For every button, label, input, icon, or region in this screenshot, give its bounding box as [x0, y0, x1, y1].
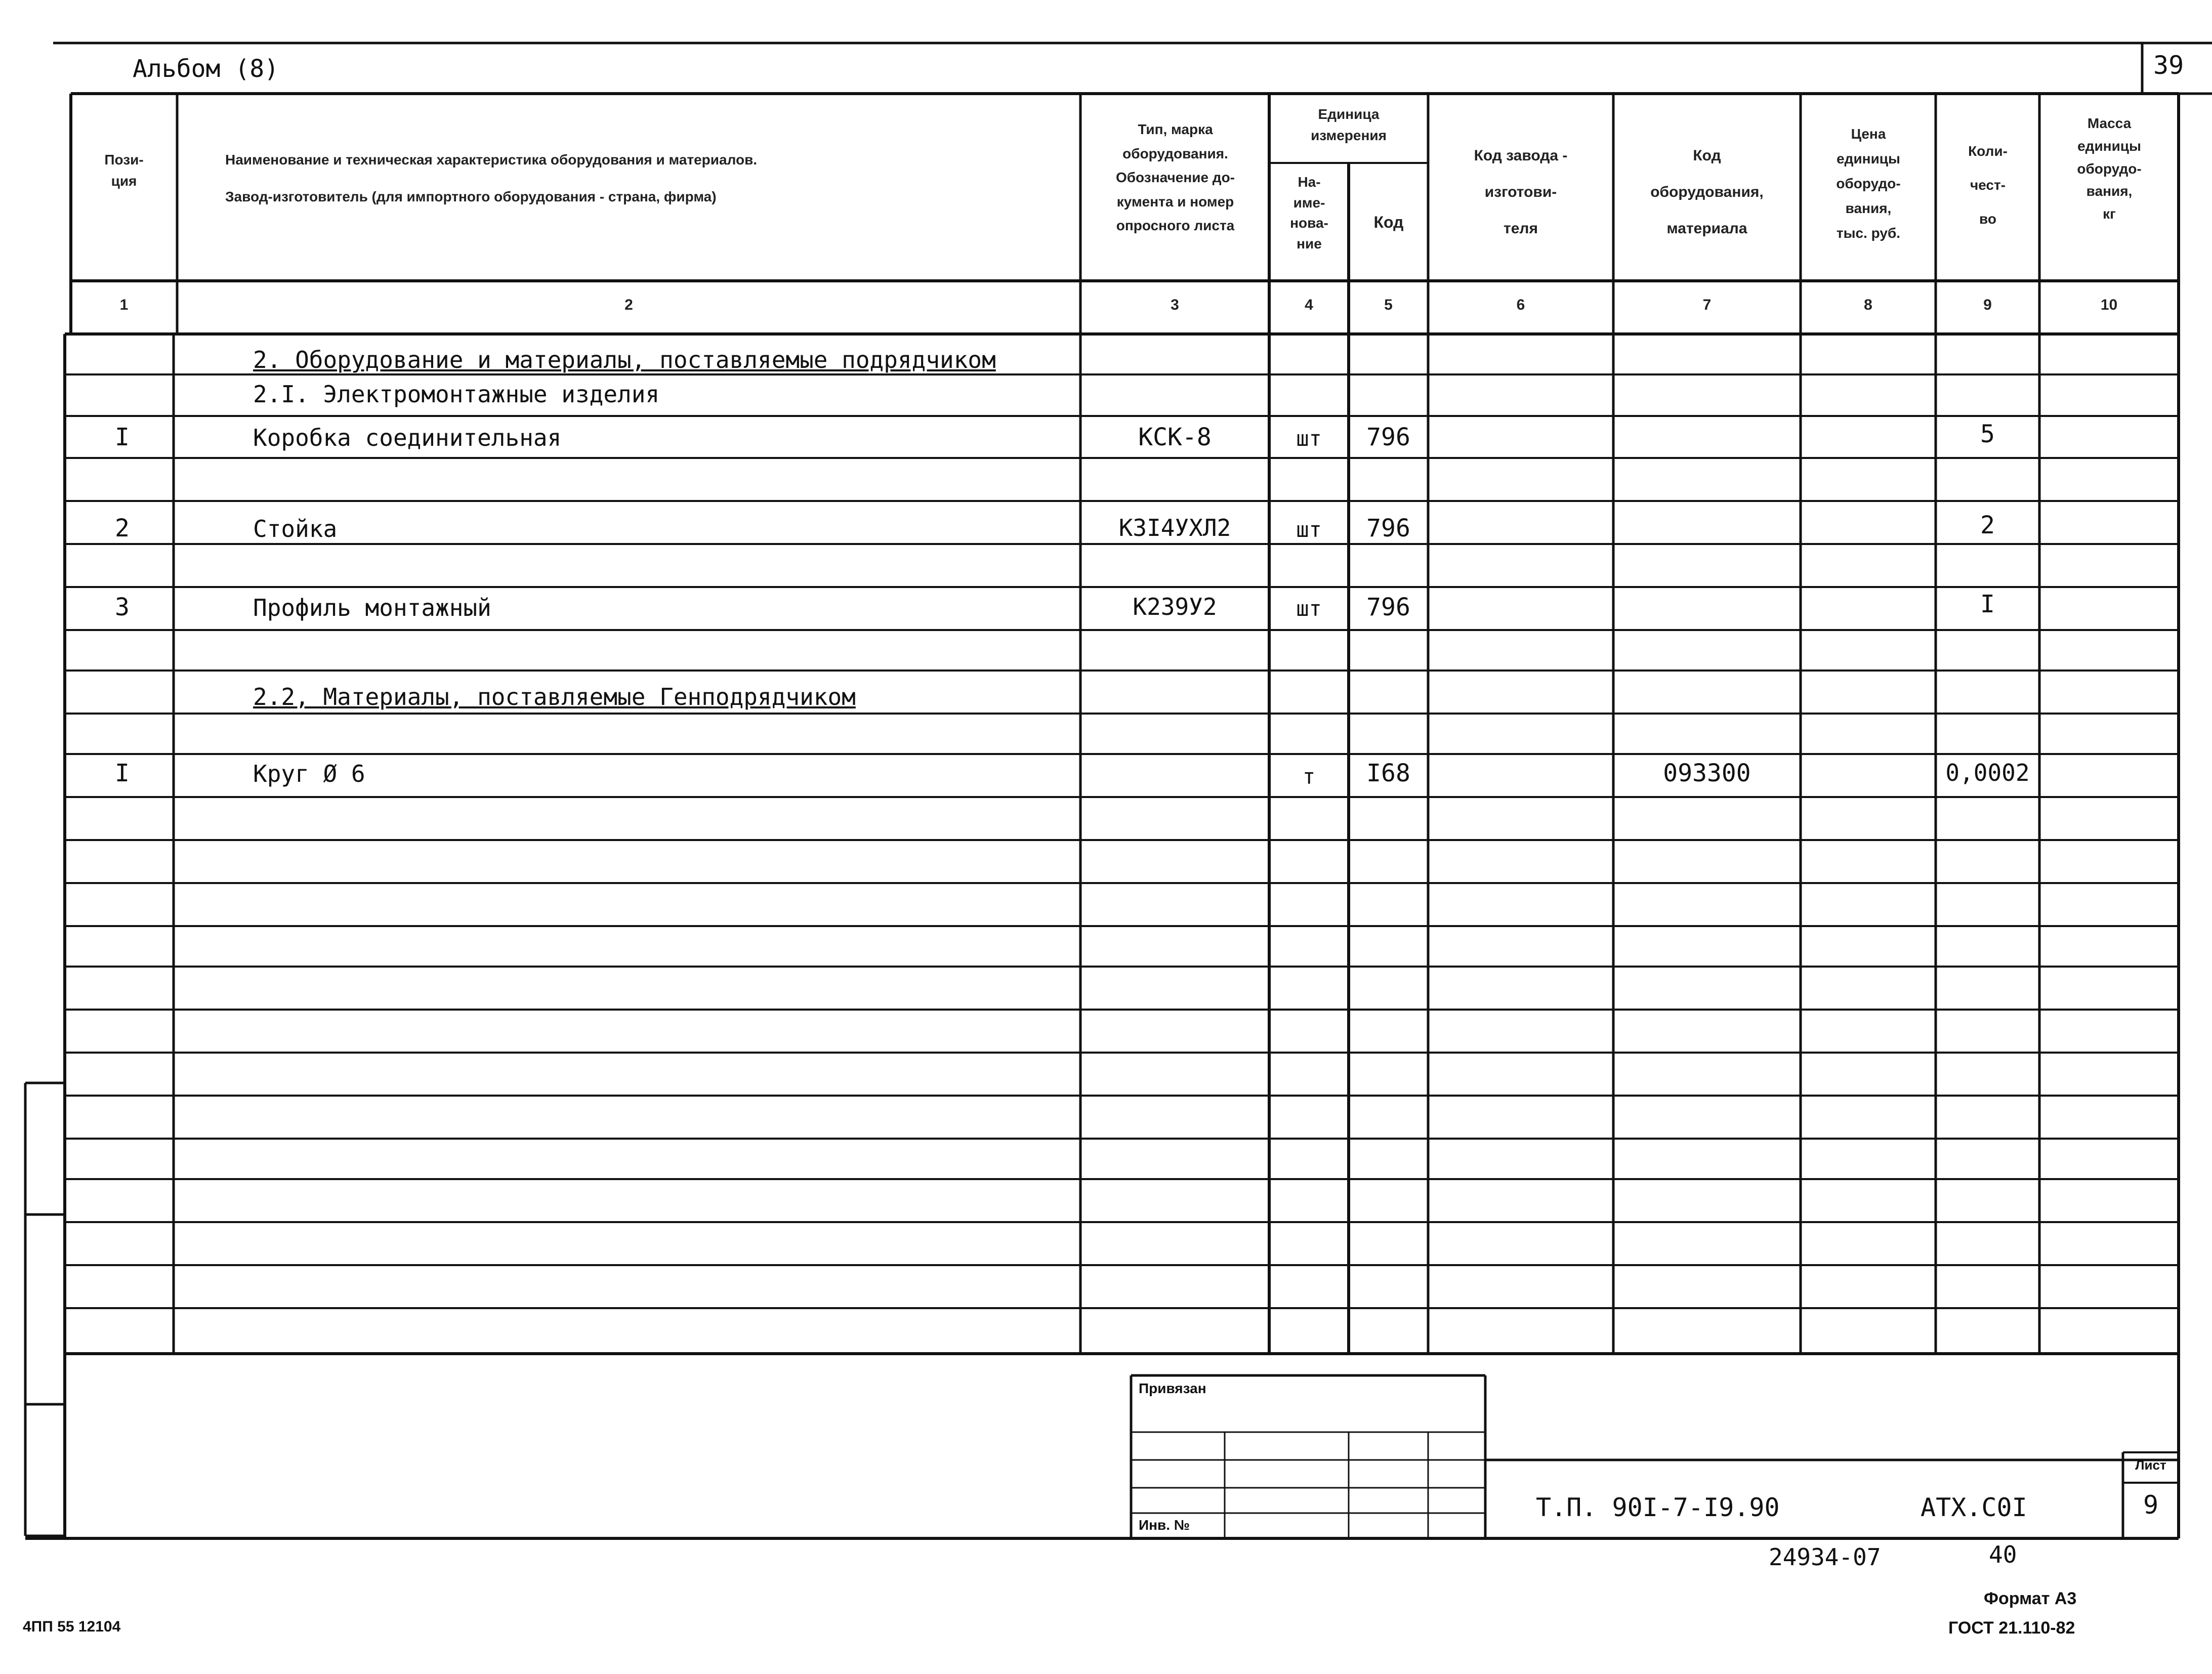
row-name: Круг Ø 6 — [253, 760, 365, 787]
column-number: 5 — [1384, 297, 1393, 313]
footer-page-number: 40 — [1989, 1541, 2017, 1568]
row-unit-code: 796 — [1366, 514, 1410, 542]
row-equipment-code: 093300 — [1663, 759, 1751, 787]
sheet-label: Лист — [2135, 1457, 2166, 1473]
column-number: 10 — [2100, 297, 2118, 313]
row-unit: шт — [1296, 426, 1322, 451]
album-label: Альбом (8) — [133, 55, 279, 83]
row-unit-code: 796 — [1366, 423, 1410, 451]
column-number: 9 — [1983, 297, 1992, 313]
row-type: КСК-8 — [1138, 423, 1212, 451]
row-type: К3I4УХЛ2 — [1118, 514, 1231, 541]
document-number: Т.П. 90I-7-I9.90 — [1536, 1493, 1780, 1522]
header-unit-name: На- име- нова- ние — [1290, 174, 1328, 252]
row-name: Коробка соединительная — [253, 424, 562, 451]
sheet-number: 9 — [2143, 1490, 2159, 1520]
header-quantity: Коли- чест- во — [1968, 143, 2008, 227]
row-unit-code: I68 — [1366, 759, 1410, 787]
row-position: I — [115, 423, 130, 451]
header-unit-group: Единица измерения — [1311, 106, 1387, 143]
order-number: 24934-07 — [1769, 1543, 1881, 1571]
header-factory-code: Код завода - изготови- теля — [1474, 147, 1568, 237]
column-number: 3 — [1171, 297, 1179, 313]
row-quantity: I — [1980, 590, 1995, 618]
corner-page-number: 39 — [2153, 51, 2184, 80]
header-equipment-code: Код оборудования, материала — [1650, 147, 1764, 237]
header-price: Цена единицы оборудо- вания, тыс. руб. — [1836, 126, 1901, 241]
row-type: К239У2 — [1133, 593, 1217, 620]
row-position: I — [115, 759, 130, 787]
column-number: 4 — [1305, 297, 1313, 313]
row-quantity: 2 — [1980, 511, 1995, 539]
subsection-heading: 2.I. Электромонтажные изделия — [253, 381, 660, 408]
column-number: 6 — [1516, 297, 1525, 313]
row-quantity: 0,0002 — [1945, 759, 2030, 786]
section-heading: 2.2, Материалы, поставляемые Генподрядчиком — [253, 683, 856, 710]
row-quantity: 5 — [1980, 420, 1995, 448]
header-position: Пози- ция — [104, 152, 144, 189]
header-mass: Масса единицы оборудо- вания, кг — [2077, 115, 2142, 222]
header-type: Тип, марка оборудования. Обозначение до- кумента и номер опросного листа — [1115, 121, 1235, 234]
column-number: 8 — [1864, 297, 1872, 313]
printer-code: 4ПП 55 12104 — [23, 1618, 121, 1635]
row-unit: т — [1302, 764, 1316, 789]
row-position: 2 — [115, 514, 130, 542]
format-label: Формат А3 — [1984, 1589, 2077, 1608]
gost-label: ГОСТ 21.110-82 — [1948, 1618, 2075, 1638]
row-unit-code: 796 — [1366, 593, 1410, 621]
header-unit-code: Код — [1373, 213, 1404, 231]
row-name: Стойка — [253, 515, 338, 542]
row-unit: шт — [1296, 596, 1322, 621]
column-number: 2 — [624, 297, 633, 313]
column-number: 7 — [1702, 297, 1712, 313]
row-position: 3 — [115, 593, 130, 621]
stamp-privyazan: Привязан — [1139, 1380, 1206, 1396]
column-number: 1 — [119, 297, 129, 313]
section-heading: 2. Оборудование и материалы, поставляемые подрядчиком — [253, 346, 996, 373]
row-name: Профиль монтажный — [253, 594, 491, 621]
row-unit: шт — [1296, 517, 1322, 542]
document-code: АТХ.С0I — [1921, 1493, 2027, 1522]
stamp-inventory-number: Инв. № — [1139, 1517, 1190, 1533]
header-name: Наименование и техническая характеристика оборудования и материалов. Завод-изготовитель (для импортного оборудования - страна, фирма) — [225, 152, 758, 204]
